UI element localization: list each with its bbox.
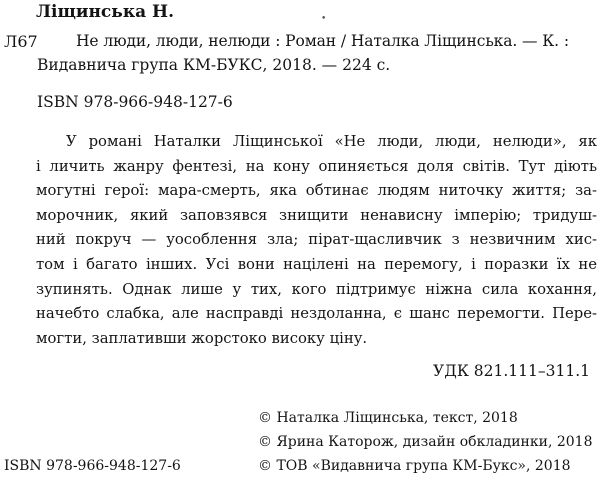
copyright-text: © Наталка Ліщинська, текст, 2018	[258, 410, 518, 426]
bibliographic-line-2: Видавнича група КМ-БУКС, 2018. — 224 с.	[37, 56, 391, 74]
isbn-bottom: ISBN 978-966-948-127-6	[4, 458, 181, 474]
annotation-line: начебто слабка, але насправді нездоланна, є шанс перемогти. Пере-	[36, 305, 597, 323]
annotation-line: могти, заплативши жорстоко високу ціну.	[36, 329, 368, 347]
annotation-line: ний покруч — уособлення зла; пірат-щасливчик з незвичним хис-	[36, 231, 597, 249]
bibliographic-line-1: Не люди, люди, нелюди : Роман / Наталка Ліщинська. — К. :	[76, 32, 569, 50]
annotation-line: і личить жанру фентезі, на кону опиняється доля світів. Тут діють	[36, 157, 597, 175]
annotation-line: могутні герої: мара-смерть, яка обтинає людям ниточку життя; за-	[36, 182, 597, 200]
author-heading: Ліщинська Н.	[36, 2, 175, 22]
copyright-publisher: © ТОВ «Видавнича група КМ-Букс», 2018	[258, 458, 571, 474]
classification-code: Л67	[4, 32, 38, 51]
printer-mark: •	[321, 14, 327, 24]
udc-code: УДК 821.111–311.1	[433, 362, 590, 380]
isbn-top: ISBN 978-966-948-127-6	[37, 93, 233, 111]
annotation-line: У романі Наталки Ліщинської «Не люди, люди, нелюди», як	[66, 133, 597, 150]
annotation-line: зупинять. Однак лише у тих, кого підтримує ніжна сила кохання,	[36, 280, 597, 298]
annotation-paragraph	[36, 130, 597, 351]
copyright-design: © Ярина Каторож, дизайн обкладинки, 2018	[258, 434, 593, 450]
annotation-line: том і багато інших. Усі вони націлені на перемогу, і поразки їх не	[36, 255, 597, 273]
annotation-line: морочник, який заповзявся знищити ненависну імперію; тридуш-	[36, 206, 597, 224]
